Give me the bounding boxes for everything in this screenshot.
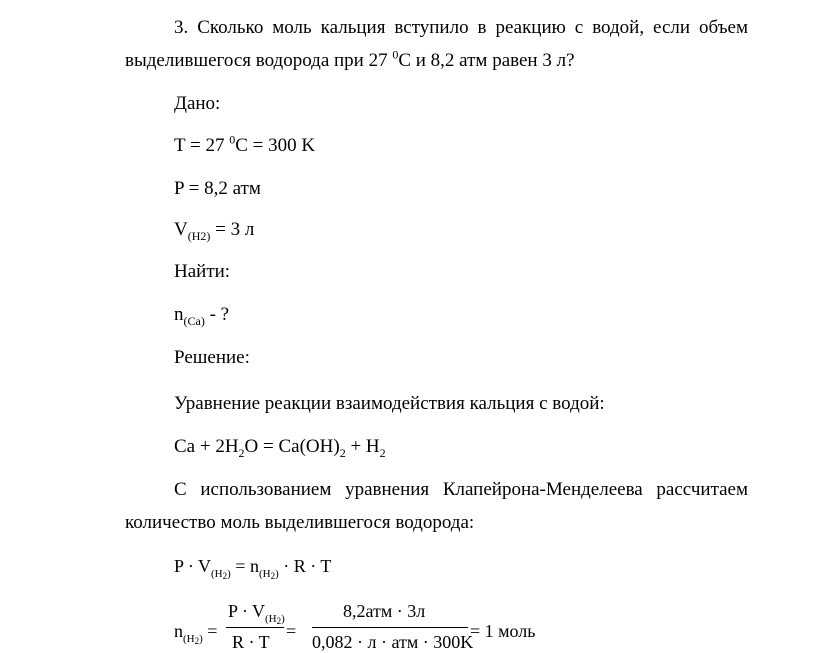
fraction-1-bar xyxy=(226,627,284,628)
given-temperature: T = 27 $^0$C = 300 K xyxy=(174,132,316,156)
problem-line-1: 3. Сколько моль кальция вступило в реакцию с водой, если объем xyxy=(174,17,748,38)
given-volume: $V_{(H2)} = 3$ л xyxy=(174,219,255,243)
fraction-2-denominator: 0,082 · л · атм · 300K xyxy=(312,632,474,652)
paragraph-line-1: С использованием уравнения Клапейрона-Менделеева рассчитаем xyxy=(174,479,748,500)
formula-n-lhs: $n_{(H2)}$ = xyxy=(174,621,218,646)
fraction-1-denominator: R · T xyxy=(232,632,270,652)
given-heading: Дано: xyxy=(174,93,221,114)
fraction-2-bar xyxy=(312,627,468,628)
formula-result: = 1 моль xyxy=(470,621,536,641)
formula-ideal-gas: $P \cdot V_{(H2)} = n_{(H2)} \cdot R \cdot T$ xyxy=(174,556,332,581)
fraction-2-numerator: 8,2атм · 3л xyxy=(343,601,426,621)
equation-intro: Уравнение реакции взаимодействия кальция с водой: xyxy=(174,393,605,414)
fraction-1-numerator: $P \cdot V_{(H2)}$ xyxy=(228,601,285,626)
find-item: $n_{(Ca)}$ - ? xyxy=(174,304,230,328)
given-pressure: P = 8,2 атм xyxy=(174,178,261,199)
reaction-equation: $Ca + 2H_2O = Ca(OH)_2 + H_2$ xyxy=(174,436,386,460)
find-heading: Найти: xyxy=(174,261,231,282)
solution-heading: Решение: xyxy=(174,347,250,368)
problem-line-2: выделившегося водорода при 27 $^0$С и 8,2 атм равен 3 л? xyxy=(125,47,575,71)
formula-equals-2: = xyxy=(286,621,297,641)
paragraph-line-2: количество моль выделившегося водорода: xyxy=(125,512,475,533)
problem-number: 3. xyxy=(174,17,189,38)
